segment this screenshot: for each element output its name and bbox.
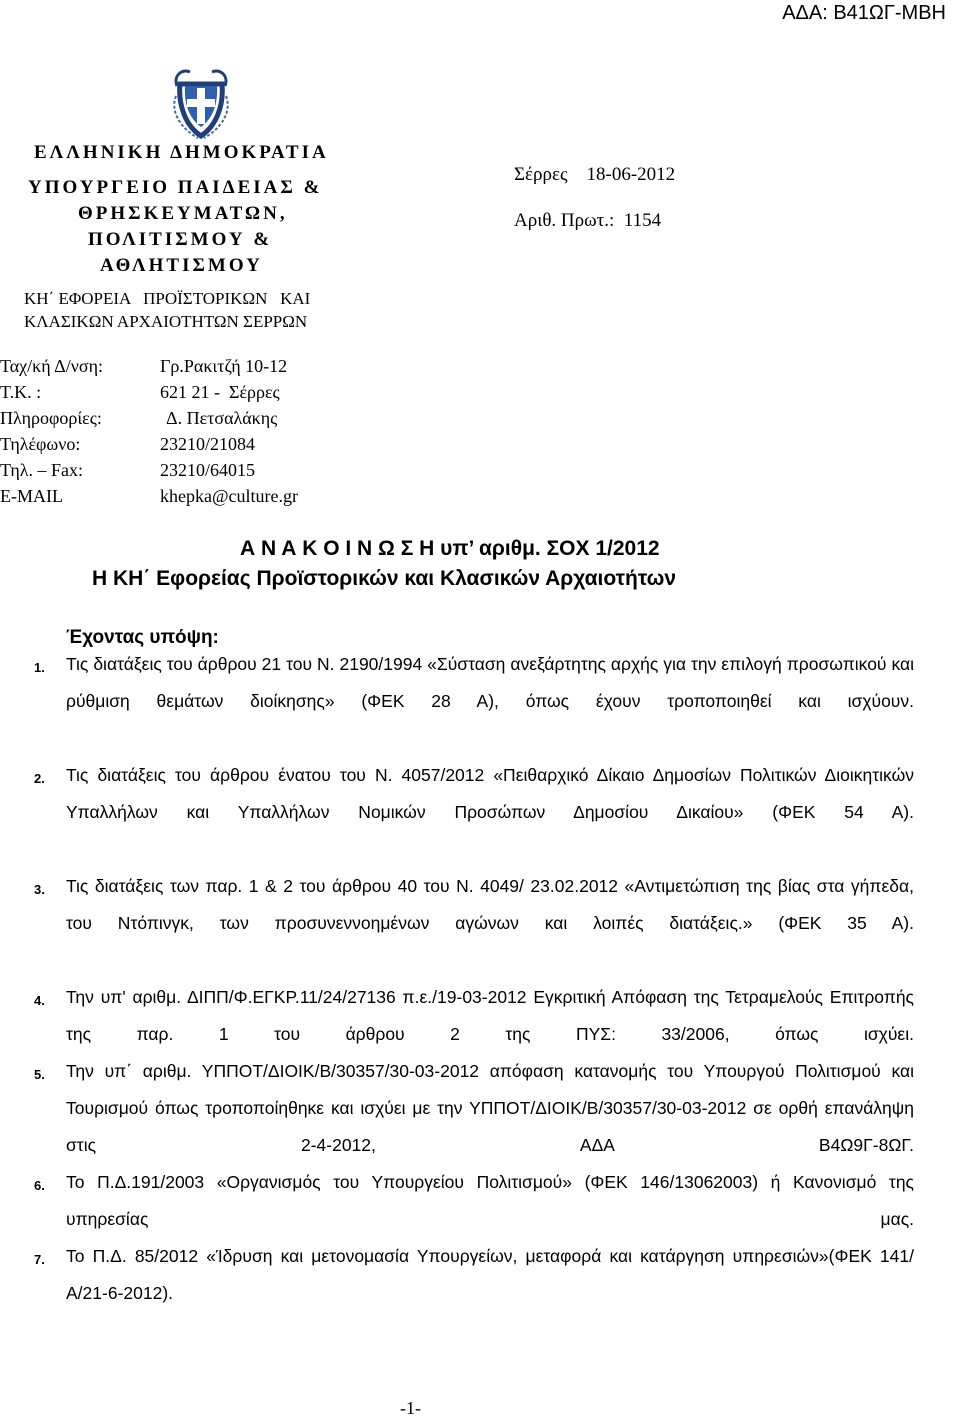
list-item: Την υπ΄ αριθμ. ΥΠΠΟΤ/ΔΙΟΙΚ/Β/30357/30-03-2012 απόφαση κατανομής του Υπουργού Πολιτισμού και Τουρισμού όπως τροποποίηθηκε και ισχύει με την ΥΠΠΟΤ/ΔΙΟΙΚ/Β/30357/30-03-2012 σε ορθή επανάληψη στις 2-4-2012, ΑΔΑ Β4Ω9Γ-8ΩΓ. [66, 1061, 914, 1155]
contact-label: Τηλ. – Fax: [0, 460, 83, 480]
considering-heading: Έχοντας υπόψη: [66, 627, 219, 648]
list-item: Την υπ' αριθμ. ΔΙΠΠ/Φ.ΕΓΚΡ.11/24/27136 π.ε./19-03-2012 Εγκριτική Απόφαση της Τετραμελούς Επιτροπής της παρ. 1 του άρθρου 2 της ΠΥΣ: 33/2006, όπως ισχύει. [66, 987, 914, 1044]
list-number: 2. [34, 771, 45, 786]
email-value: khepka@culture.gr [160, 486, 299, 506]
list-item: Το Π.Δ. 85/2012 «Ίδρυση και μετονομασία Υπουργείων, μεταφορά και κατάργηση υπηρεσιών»(ΦΕΚ 141/Α/21-6-2012). [66, 1246, 914, 1303]
announcement-title: Α Ν Α Κ Ο Ι Ν Ω Σ Η υπ’ αριθμ. ΣΟΧ 1/2012 [240, 537, 660, 560]
contact-value: 621 21 - Σέρρες [160, 382, 280, 402]
contact-value: 23210/21084 [160, 434, 256, 454]
contact-label: Ταχ/κή Δ/νση: [0, 356, 103, 376]
contact-value: 23210/64015 [160, 460, 256, 480]
list-number: 3. [34, 882, 45, 897]
list-number: 1. [34, 660, 45, 675]
ministry-line-1: ΥΠΟΥΡΓΕΙΟ ΠΑΙΔΕΙΑΣ & [28, 177, 323, 198]
list-number: 7. [34, 1252, 45, 1267]
contact-label: Τηλέφωνο: [0, 434, 81, 454]
list-number: 6. [34, 1178, 45, 1193]
ephorate-line-1: ΚΗ΄ ΕΦΟΡΕΙΑ ΠΡΟΪΣΤΟΡΙΚΩΝ ΚΑΙ [24, 289, 311, 308]
list-item: Τις διατάξεις των παρ. 1 & 2 του άρθρου 40 του Ν. 4049/ 23.02.2012 «Αντιμετώπιση της βίας στα γήπεδα, του Ντόπινγκ, των προσυνεννοημένων αγώνων και λοιπές διατάξεις.» (ΦΕΚ 35 Α). [66, 876, 914, 933]
contact-value: Γρ.Ρακιτζή 10-12 [160, 356, 288, 376]
protocol-number: Αριθ. Πρωτ.: 1154 [514, 210, 662, 231]
ephorate-line-2: ΚΛΑΣΙΚΩΝ ΑΡΧΑΙΟΤΗΤΩΝ ΣΕΡΡΩΝ [24, 312, 308, 331]
list-item: Τις διατάξεις του άρθρου ένατου του Ν. 4057/2012 «Πειθαρχικό Δίκαιο Δημοσίων Πολιτικών Διοικητικών Υπαλλήλων και Υπαλλήλων Νομικών Προσώπων Δημοσίου Δικαίου» (ΦΕΚ 54 Α). [66, 765, 914, 822]
contact-label: Πληροφορίες: [0, 408, 102, 428]
ministry-line-3: ΠΟΛΙΤΙΣΜΟΥ & [88, 229, 273, 250]
coat-of-arms-emblem [168, 66, 234, 140]
list-item: Το Π.Δ.191/2003 «Οργανισμός του Υπουργείου Πολιτισμού» (ΦΕΚ 146/13062003) ή Κανονισμό της υπηρεσίας μας. [66, 1172, 914, 1229]
announcement-subtitle: Η ΚΗ΄ Εφορείας Προϊστορικών και Κλασικών Αρχαιοτήτων [92, 567, 677, 590]
contact-value: Δ. Πετσαλάκης [166, 408, 278, 428]
list-number: 4. [34, 993, 45, 1008]
country-name: ΕΛΛΗΝΙΚΗ ΔΗΜΟΚΡΑΤΙΑ [34, 142, 329, 163]
place-date: Σέρρες 18-06-2012 [514, 164, 676, 185]
contact-label: Τ.Κ. : [0, 382, 42, 402]
ada-reference: ΑΔΑ: Β41ΩΓ-ΜΒΗ [782, 2, 946, 24]
contact-label: E-MAIL [0, 486, 63, 506]
list-number: 5. [34, 1067, 45, 1082]
page-number: -1- [400, 1398, 421, 1418]
ministry-line-4: ΑΘΛΗΤΙΣΜΟΥ [100, 255, 263, 276]
ministry-line-2: ΘΡΗΣΚΕΥΜΑΤΩΝ, [78, 203, 288, 224]
list-item: Τις διατάξεις του άρθρου 21 του Ν. 2190/1994 «Σύσταση ανεξάρτητης αρχής για την επιλογή προσωπικού και ρύθμιση θεμάτων διοίκησης» (ΦΕΚ 28 Α), όπως έχουν τροποποιηθεί και ισχύουν. [66, 654, 914, 711]
